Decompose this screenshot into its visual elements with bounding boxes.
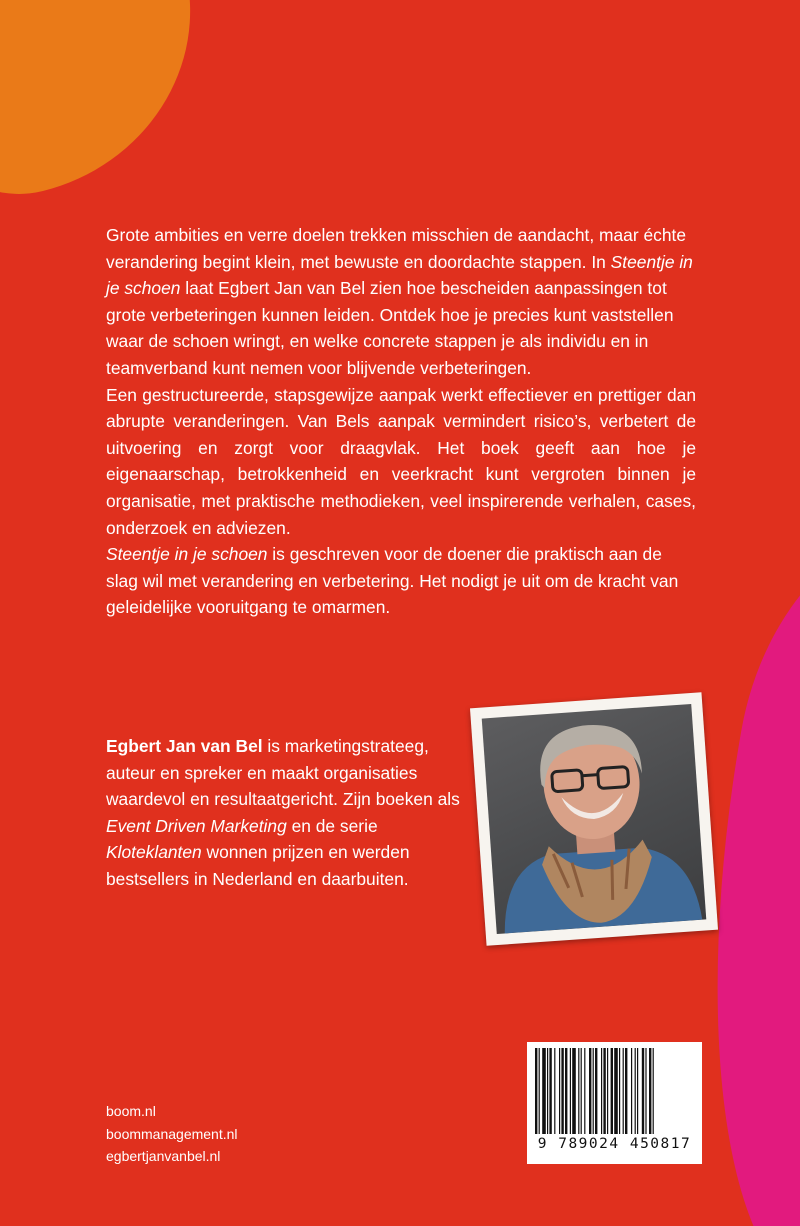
book-title: Steentje in je schoen <box>106 544 268 565</box>
book-title-event-driven-marketing: Event Driven Marketing <box>106 815 287 836</box>
isbn-number: 9 789024 450817 <box>537 1136 692 1152</box>
author-name: Egbert Jan van Bel <box>106 736 263 756</box>
isbn-barcode <box>527 1042 702 1164</box>
link-boom[interactable]: boom.nl <box>106 1103 156 1119</box>
barcode-bars <box>535 1048 694 1134</box>
blurb-paragraph-1: Grote ambities en verre doelen trekken misschien de aandacht, maar échte verandering begint klein, met bewuste en doordachte stappen. In Steentje in je schoen laat Egbert Jan van Bel zien hoe bescheiden aanpassingen tot grote verbeteringen kunnen leiden. Ontdek hoe je precies kunt vaststellen waar de schoen wringt, en welke concrete stappen je als individu en in teamverband kunt nemen voor blijvende verbeteringen. <box>106 225 693 378</box>
book-blurb <box>106 222 696 621</box>
author-portrait <box>482 704 707 934</box>
author-bio: Egbert Jan van Bel is marketingstrateeg, auteur en spreker en maakt organisaties waardevol en resultaatgericht. Zijn boeken als Event Driven Marketing en de serie Kloteklanten wonnen prijzen en werden bestsellers in Nederland en daarbuiten. <box>106 736 460 889</box>
blurb-paragraph-3: Steentje in je schoen is geschreven voor de doener die praktisch aan de slag wil met verandering en verbetering. Het nodigt je uit om de kracht van geleidelijke vooruitgang te omarmen. <box>106 544 679 618</box>
orange-blob-decoration <box>0 0 229 225</box>
link-boommanagement[interactable]: boommanagement.nl <box>106 1125 238 1142</box>
blurb-paragraph-2: Een gestructureerde, stapsgewijze aanpak werkt effectiever en prettiger dan abrupte veranderingen. Van Bels aanpak vermindert risico’s, verbetert de uitvoering en zorgt voor draagvlak. Het boek geeft aan hoe je eigenaarschap, betrokkenheid en veerkracht kunt vergroten binnen je organisatie, met praktische methodieken, veel inspirerende verhalen, cases, onderzoek en adviezen. <box>106 384 696 538</box>
link-egbertjanvanbel[interactable]: egbertjanvanbel.nl <box>106 1148 221 1164</box>
website-links <box>106 1100 238 1168</box>
book-title: Steentje in je schoen <box>106 251 693 299</box>
book-title-kloteklanten: Kloteklanten <box>106 842 202 863</box>
author-photo <box>470 692 718 946</box>
